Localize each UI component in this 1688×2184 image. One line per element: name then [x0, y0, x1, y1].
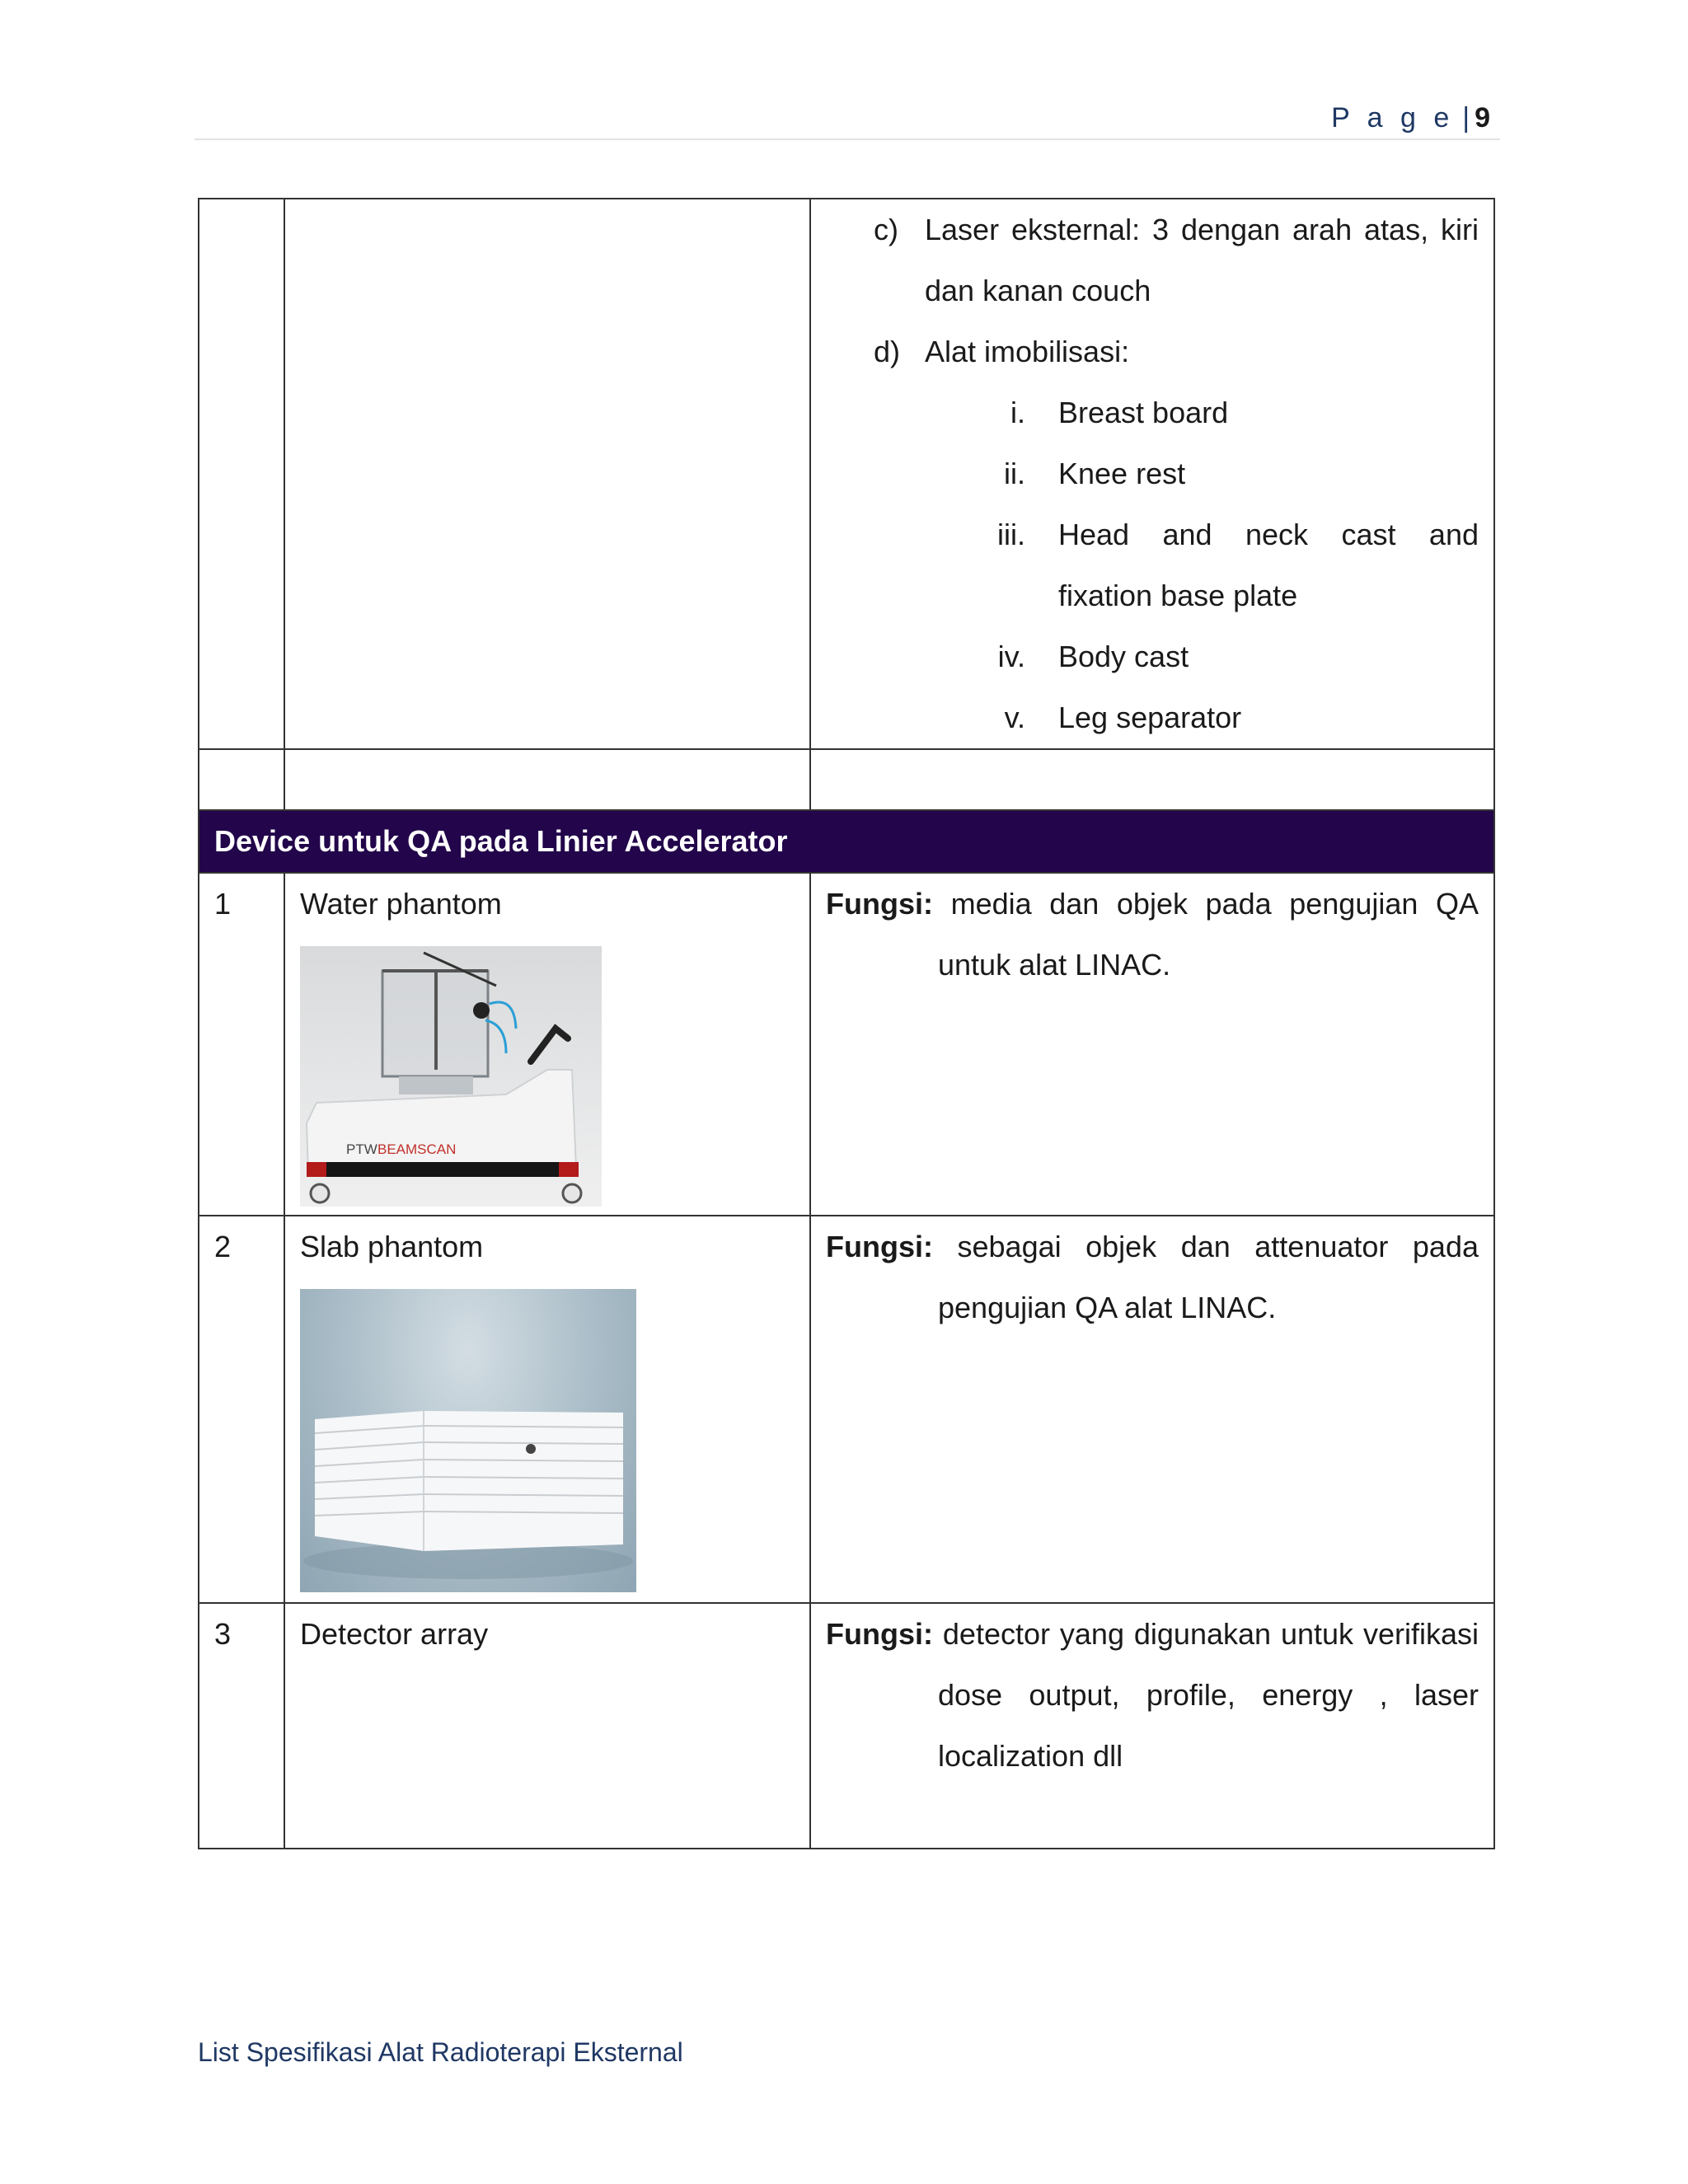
- device-function-cell: [810, 873, 1494, 1216]
- table-row: [199, 1216, 1494, 1603]
- table-cell-no: [199, 749, 284, 810]
- device-cell: [284, 1216, 810, 1603]
- device-cell: [284, 1603, 810, 1849]
- sub-list-marker: iv.: [997, 640, 1025, 673]
- table-cell-spec: [810, 199, 1494, 749]
- table-cell-name: [284, 199, 810, 749]
- water-phantom-image: [300, 946, 602, 1207]
- function-text: sebagai objek dan attenuator pada pengujian QA alat LINAC.: [938, 1230, 1479, 1324]
- sub-list-marker: ii.: [1004, 457, 1025, 490]
- device-name: Detector array: [300, 1617, 489, 1651]
- image-brand-b: BEAMSCAN: [377, 1141, 457, 1157]
- page-header: [195, 97, 1500, 140]
- function-label: Fungsi:: [826, 1617, 933, 1651]
- list-item: [826, 321, 1479, 382]
- sub-list-marker: v.: [1004, 701, 1025, 734]
- function-text: media dan objek pada pengujian QA untuk alat LINAC.: [938, 887, 1479, 982]
- page-number: [1331, 102, 1490, 134]
- device-function-line: [826, 1726, 1479, 1787]
- sub-list-item: [826, 443, 1479, 504]
- device-cell: [284, 873, 810, 1216]
- list-text: Alat imobilisasi:: [925, 335, 1130, 368]
- sub-list-text: Leg separator: [1058, 701, 1242, 734]
- page-label: P a g e: [1331, 102, 1455, 134]
- row-number: 3: [199, 1603, 284, 1849]
- function-text-line-3: localization dll: [938, 1739, 1123, 1773]
- page-footer: List Spesifikasi Alat Radioterapi Eksternal: [198, 2037, 683, 2067]
- list-marker: c): [874, 213, 898, 246]
- image-brand-a: PTW: [346, 1141, 377, 1157]
- device-function-cell: [810, 1603, 1494, 1849]
- row-number: 1: [199, 873, 284, 1216]
- table-row: [199, 873, 1494, 1216]
- device-name: Slab phantom: [300, 1230, 484, 1263]
- sub-list-text: Breast board: [1058, 396, 1229, 429]
- function-text-line-2: dose output, profile, energy , laser: [938, 1678, 1479, 1712]
- sub-list-item: [826, 626, 1479, 687]
- section-title: Device untuk QA pada Linier Accelerator: [199, 810, 1494, 873]
- table-row: [199, 199, 1494, 749]
- table-cell-name: [284, 749, 810, 810]
- sub-list-text: Knee rest: [1058, 457, 1186, 490]
- function-label: Fungsi:: [826, 887, 933, 921]
- section-header-row: [199, 810, 1494, 873]
- row-number: 2: [199, 1216, 284, 1603]
- device-function: [826, 874, 1479, 996]
- sub-list-text: Body cast: [1058, 640, 1189, 673]
- sub-list-marker: iii.: [997, 518, 1025, 551]
- function-text-line-1: detector yang digunakan untuk verifikasi: [942, 1617, 1479, 1651]
- page-separator: |: [1462, 102, 1470, 134]
- table-cell-spec: [810, 749, 1494, 810]
- device-name: Water phantom: [300, 887, 502, 921]
- table-row: [199, 1603, 1494, 1849]
- sub-list-item: [826, 382, 1479, 443]
- sub-list-item: [826, 504, 1479, 626]
- table-cell-no: [199, 199, 284, 749]
- sub-list-item: [826, 687, 1479, 748]
- list-item: [826, 199, 1479, 321]
- device-function: [826, 1216, 1479, 1338]
- slab-phantom-image: [300, 1289, 636, 1592]
- page-number-value: 9: [1475, 102, 1490, 134]
- sub-list-text: Head and neck cast and fixation base plate: [1058, 518, 1479, 612]
- table-row-empty: [199, 749, 1494, 810]
- device-function-line: [826, 1665, 1479, 1726]
- sub-list-marker: i.: [1010, 396, 1025, 429]
- list-marker: d): [874, 335, 901, 368]
- list-text: Laser eksternal: 3 dengan arah atas, kiri dan kanan couch: [925, 213, 1479, 307]
- device-function-cell: [810, 1216, 1494, 1603]
- specification-table: [198, 198, 1495, 1849]
- function-label: Fungsi:: [826, 1230, 933, 1263]
- device-function-line: [826, 1604, 1479, 1665]
